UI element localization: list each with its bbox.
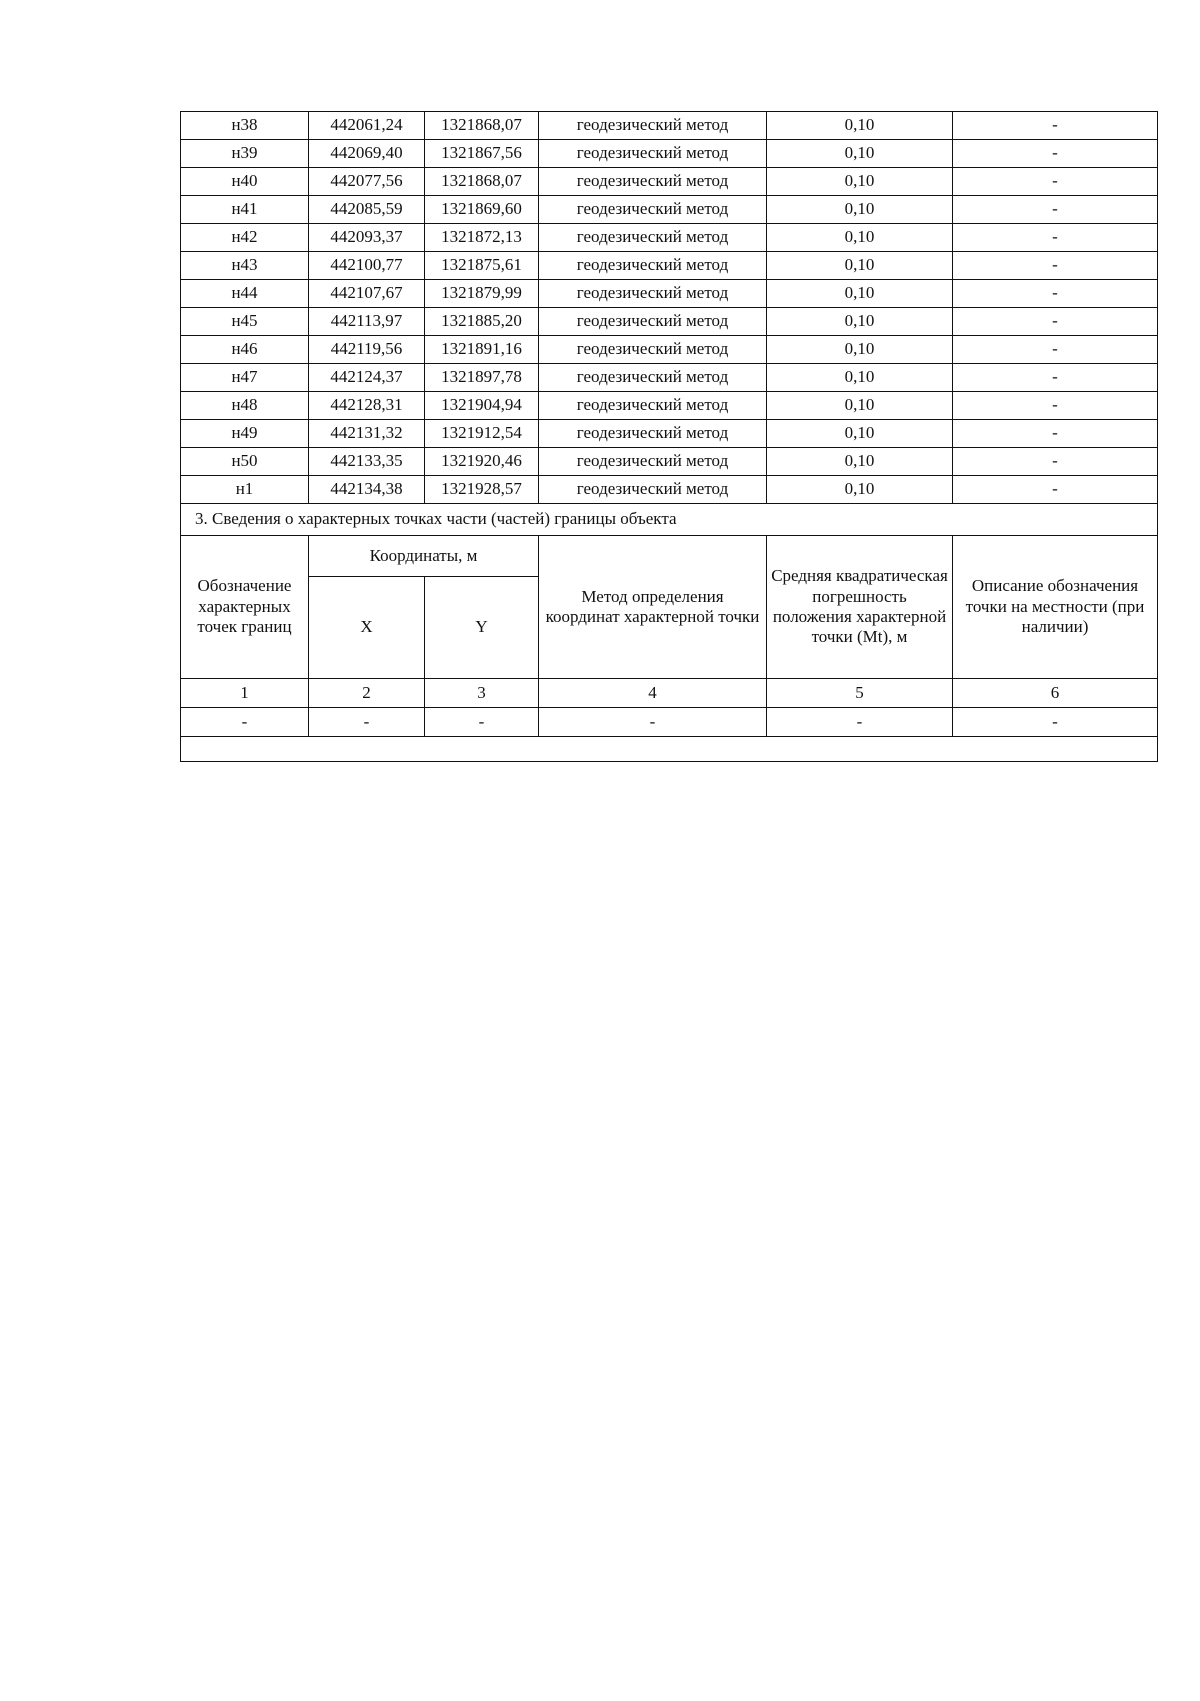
table-cell: геодезический метод xyxy=(539,448,767,476)
table-cell: геодезический метод xyxy=(539,364,767,392)
table-cell: - xyxy=(953,168,1158,196)
table-cell: - xyxy=(953,112,1158,140)
table-cell: 0,10 xyxy=(767,308,953,336)
table-cell: - xyxy=(767,708,953,737)
table-cell: 1321868,07 xyxy=(425,168,539,196)
table-cell: 442119,56 xyxy=(309,336,425,364)
table-cell: 1321867,56 xyxy=(425,140,539,168)
table-row xyxy=(181,308,1158,336)
table-cell: 442113,97 xyxy=(309,308,425,336)
table-cell: - xyxy=(953,476,1158,504)
table-cell: геодезический метод xyxy=(539,280,767,308)
table-cell: н42 xyxy=(181,224,309,252)
empty-row xyxy=(181,737,1158,762)
table-cell: 1321920,46 xyxy=(425,448,539,476)
table-cell: 1321891,16 xyxy=(425,336,539,364)
table-cell: 442069,40 xyxy=(309,140,425,168)
table-row xyxy=(181,420,1158,448)
header-x: X xyxy=(309,577,425,679)
table-cell: н41 xyxy=(181,196,309,224)
table-cell: 0,10 xyxy=(767,252,953,280)
table-cell: н44 xyxy=(181,280,309,308)
table-cell: геодезический метод xyxy=(539,168,767,196)
table-cell: 442134,38 xyxy=(309,476,425,504)
table-cell: 0,10 xyxy=(767,168,953,196)
table-cell: н39 xyxy=(181,140,309,168)
table-cell: - xyxy=(309,708,425,737)
table-cell: 0,10 xyxy=(767,280,953,308)
table-cell: н47 xyxy=(181,364,309,392)
section3-header-row xyxy=(181,536,1158,577)
table-cell: 0,10 xyxy=(767,140,953,168)
points-table-body xyxy=(181,112,1158,504)
table-cell: - xyxy=(953,140,1158,168)
table-cell: геодезический метод xyxy=(539,140,767,168)
table-cell: 442093,37 xyxy=(309,224,425,252)
table-cell: геодезический метод xyxy=(539,392,767,420)
table-cell: - xyxy=(953,224,1158,252)
table-cell: геодезический метод xyxy=(539,476,767,504)
table-cell: 0,10 xyxy=(767,112,953,140)
table-cell: 1321897,78 xyxy=(425,364,539,392)
header-y: Y xyxy=(425,577,539,679)
table-cell: - xyxy=(953,392,1158,420)
table-row xyxy=(181,392,1158,420)
table-cell: 0,10 xyxy=(767,364,953,392)
table-cell: 1321912,54 xyxy=(425,420,539,448)
table-row xyxy=(181,112,1158,140)
table-cell: - xyxy=(953,364,1158,392)
table-cell: н46 xyxy=(181,336,309,364)
table-cell: 0,10 xyxy=(767,196,953,224)
column-number: 1 xyxy=(181,679,309,708)
table-cell: 1321869,60 xyxy=(425,196,539,224)
column-number: 4 xyxy=(539,679,767,708)
table-cell: 1321928,57 xyxy=(425,476,539,504)
section3-title-row xyxy=(181,504,1158,536)
table-cell: геодезический метод xyxy=(539,224,767,252)
table-cell: - xyxy=(539,708,767,737)
table-cell: - xyxy=(953,252,1158,280)
table-cell: геодезический метод xyxy=(539,308,767,336)
table-row xyxy=(181,364,1158,392)
table-cell: 1321885,20 xyxy=(425,308,539,336)
column-number: 6 xyxy=(953,679,1158,708)
column-number: 2 xyxy=(309,679,425,708)
column-number: 5 xyxy=(767,679,953,708)
table-cell: 0,10 xyxy=(767,420,953,448)
header-description: Описание обозначения точки на местности (при наличии) xyxy=(953,536,1158,679)
table-cell: геодезический метод xyxy=(539,420,767,448)
header-method: Метод определения координат характерной точки xyxy=(539,536,767,679)
table-row xyxy=(181,280,1158,308)
section3-title: 3. Сведения о характерных точках части (частей) границы объекта xyxy=(181,504,1158,536)
coordinates-table xyxy=(180,111,1158,762)
table-cell: н45 xyxy=(181,308,309,336)
table-cell: геодезический метод xyxy=(539,252,767,280)
table-cell: - xyxy=(953,420,1158,448)
table-cell: 442131,32 xyxy=(309,420,425,448)
table-cell: н49 xyxy=(181,420,309,448)
table-cell: - xyxy=(953,336,1158,364)
table-cell: 0,10 xyxy=(767,448,953,476)
table-cell: н40 xyxy=(181,168,309,196)
table-row xyxy=(181,252,1158,280)
column-number: 3 xyxy=(425,679,539,708)
table-row xyxy=(181,336,1158,364)
table-cell: - xyxy=(953,196,1158,224)
table-row xyxy=(181,140,1158,168)
table-row xyxy=(181,168,1158,196)
table-cell: геодезический метод xyxy=(539,336,767,364)
table-cell: - xyxy=(181,708,309,737)
table-cell: - xyxy=(953,308,1158,336)
column-numbers-row xyxy=(181,679,1158,708)
table-cell: 442077,56 xyxy=(309,168,425,196)
table-cell: - xyxy=(953,448,1158,476)
table-cell: 1321872,13 xyxy=(425,224,539,252)
table-cell: 0,10 xyxy=(767,392,953,420)
table-cell: 1321875,61 xyxy=(425,252,539,280)
table-cell: н38 xyxy=(181,112,309,140)
table-cell: 442085,59 xyxy=(309,196,425,224)
table-cell: 1321904,94 xyxy=(425,392,539,420)
table-row xyxy=(181,196,1158,224)
table-cell: геодезический метод xyxy=(539,112,767,140)
table-cell: - xyxy=(953,708,1158,737)
header-coordinates: Координаты, м xyxy=(309,536,539,577)
table-cell: н48 xyxy=(181,392,309,420)
table-cell: 0,10 xyxy=(767,336,953,364)
table-cell: 0,10 xyxy=(767,476,953,504)
table-cell: 1321879,99 xyxy=(425,280,539,308)
table-cell: н50 xyxy=(181,448,309,476)
table-cell: 442100,77 xyxy=(309,252,425,280)
table-row xyxy=(181,448,1158,476)
table-cell: 442107,67 xyxy=(309,280,425,308)
table-cell: н43 xyxy=(181,252,309,280)
table-cell: 442124,37 xyxy=(309,364,425,392)
header-designation: Обозначение характерных точек границ xyxy=(181,536,309,679)
table-cell: 442133,35 xyxy=(309,448,425,476)
table-cell: 442128,31 xyxy=(309,392,425,420)
table-cell: н1 xyxy=(181,476,309,504)
section3-body xyxy=(181,504,1158,762)
table-cell: 0,10 xyxy=(767,224,953,252)
table-cell: геодезический метод xyxy=(539,196,767,224)
header-error: Средняя квадратическая погрешность положения характерной точки (Mt), м xyxy=(767,536,953,679)
table-cell: 442061,24 xyxy=(309,112,425,140)
table-cell: - xyxy=(425,708,539,737)
table-cell: - xyxy=(953,280,1158,308)
section3-data-row xyxy=(181,708,1158,737)
table-row xyxy=(181,224,1158,252)
empty-cell xyxy=(181,737,1158,762)
table-cell: 1321868,07 xyxy=(425,112,539,140)
table-row xyxy=(181,476,1158,504)
